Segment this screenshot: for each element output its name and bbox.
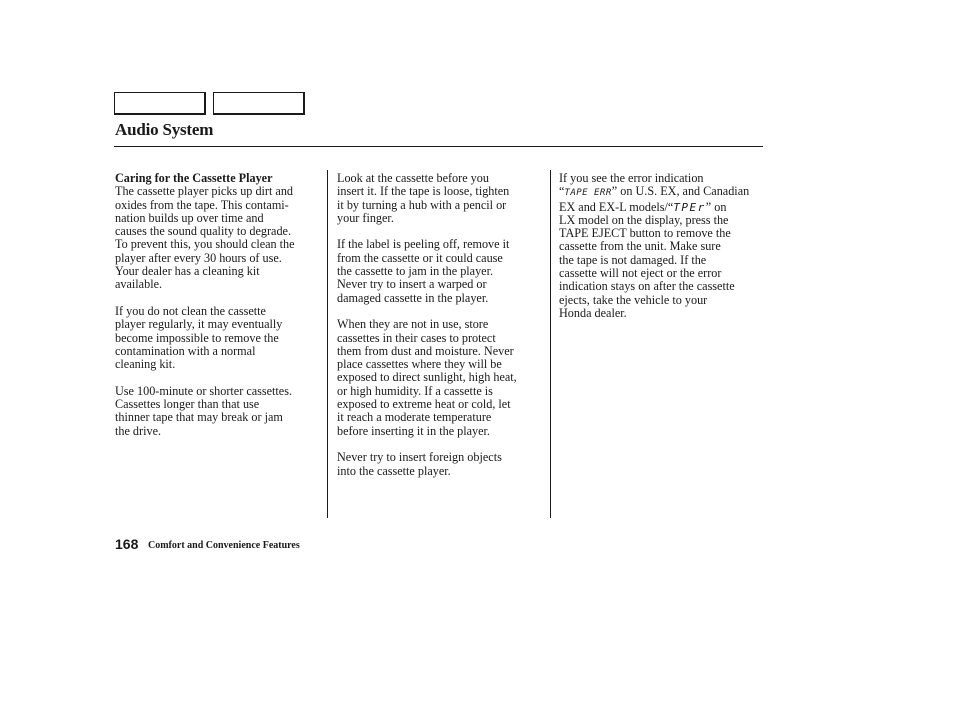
page-number: 168 [115, 536, 139, 552]
paragraph-text: The cassette player picks up dirt and oxides from the tape. This contami- nation builds up over time and causes the sound quality to degrade. To prevent this, you should clean the player after every 30 hours of use. Your dealer has a cleaning kit available. [115, 184, 295, 292]
title-rule [114, 146, 763, 147]
quote-mark: “ [559, 184, 565, 199]
chapter-label: Comfort and Convenience Features [148, 540, 300, 551]
subsection-heading: Caring for the Cassette Player [115, 171, 273, 185]
lcd-error-indication-us: TAPE ERR [564, 188, 612, 199]
text-column-3 [559, 172, 761, 334]
paragraph: Never try to insert foreign objects into the cassette player. [337, 450, 502, 478]
column-divider [327, 170, 328, 518]
nav-tab-1[interactable] [114, 92, 206, 115]
paragraph: If the label is peeling off, remove it from the cassette or it could cause the cassette to jam in the player. Never try to insert a warped or damaged cassette in the player. [337, 237, 510, 305]
nav-tab-2[interactable] [213, 92, 305, 115]
paragraph: Use 100-minute or shorter cassettes. Cassettes longer than that use thinner tape that may break or jam the drive. [115, 383, 293, 438]
paragraph-text: ” on U.S. EX, and Canadian [611, 184, 750, 199]
text-column-1 [115, 172, 321, 451]
paragraph [115, 172, 321, 292]
paragraph: If you do not clean the cassette player regularly, it may eventually become impossible to remove the contamination with a normal cleaning kit. [115, 303, 283, 372]
text-column-2 [337, 172, 545, 491]
paragraph: When they are not in use, store cassettes in their cases to protect them from dust and moisture. Never place cassettes where they will be exposed to direct sunlight, high heat, or high humidity. If a cassette is exposed to extreme heat or cold, let it reach a moderate temperature before inserting it in the player. [337, 317, 517, 438]
column-divider [550, 170, 551, 518]
paragraph [559, 172, 761, 320]
paragraph: Look at the cassette before you insert it. If the tape is loose, tighten it by turning a hub with a pencil or your finger. [337, 171, 510, 225]
paragraph-text: EX and EX-L models/“ [559, 199, 674, 214]
paragraph-text: LX model on the display, press the TAPE EJECT button to remove the cassette from the unit. Make sure the tape is not damaged. If the cassette will not eject or the error indication stays on after the cassette ejects, take the vehicle to your Honda dealer. [559, 212, 735, 320]
paragraph-text: If you see the error indication [559, 171, 704, 185]
lcd-error-indication-lx: TPEr [673, 200, 706, 214]
paragraph-text: ” on [705, 199, 727, 214]
section-title: Audio System [115, 120, 214, 139]
